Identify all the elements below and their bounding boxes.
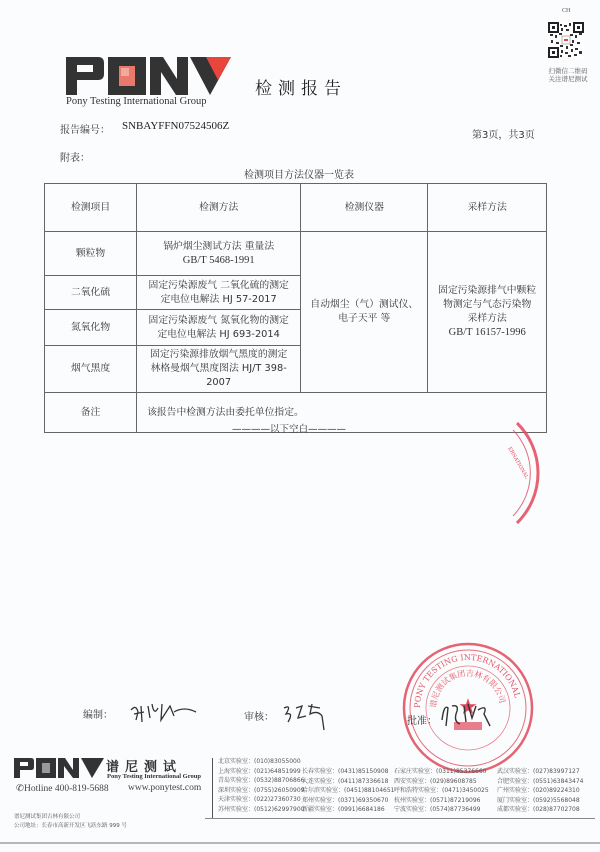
table-header-row bbox=[45, 184, 547, 232]
test-item: 颗粒物 bbox=[45, 232, 137, 276]
test-method bbox=[137, 346, 301, 393]
lab-list-column bbox=[497, 767, 584, 815]
company-address: 公司地址：长春市高新开发区飞跃东路 999 号 bbox=[14, 823, 127, 829]
lab-contact: 天津实验室：(022)27360730 bbox=[218, 796, 301, 804]
test-method bbox=[137, 276, 301, 310]
column-header: 检测项目 bbox=[45, 184, 137, 232]
footer-company-cn: 谱尼测试 bbox=[106, 760, 183, 775]
test-item: 二氧化硫 bbox=[45, 276, 137, 310]
sampling-line: 物测定与气态污染物 bbox=[443, 299, 532, 310]
qr-caption bbox=[546, 67, 590, 83]
instrument-line: 自动烟尘（气）测试仪、 bbox=[310, 299, 419, 310]
lab-contact: 宁波实验室：(0574)87736499 bbox=[394, 806, 481, 814]
test-item: 氮氧化物 bbox=[45, 310, 137, 346]
method-line: 固定污染源废气 氮氧化物的测定 bbox=[148, 314, 289, 326]
test-item: 烟气黑度 bbox=[45, 346, 137, 393]
sampling-standard: GB/T 16157-1996 bbox=[448, 327, 526, 338]
footer-company-en: Pony Testing International Group bbox=[107, 773, 201, 780]
lab-contact: 深圳实验室：(0755)26050909 bbox=[218, 786, 305, 794]
sampling-method bbox=[428, 232, 547, 393]
lab-contact: 新疆实验室：(0991)6684186 bbox=[302, 806, 385, 814]
lab-contact: 武汉实验室：(027)83997127 bbox=[497, 768, 580, 775]
remark-text: 该报告中检测方法由委托单位指定。 bbox=[137, 393, 547, 433]
method-line: 固定污染源废气 二氧化硫的测定 bbox=[148, 279, 289, 291]
lab-contact: 广州实验室：(020)89224310 bbox=[497, 787, 580, 795]
footer-divider bbox=[212, 758, 213, 818]
test-method bbox=[137, 232, 301, 276]
lab-contact: 杭州实验室：(0571)87219096 bbox=[394, 796, 481, 804]
page-info: 第3页，共3页 bbox=[472, 130, 535, 141]
lab-contact: 青岛实验室：(0532)88706866 bbox=[218, 777, 305, 785]
methods-table bbox=[44, 183, 547, 433]
lab-list-column bbox=[394, 767, 489, 815]
reviewed-by-label: 审核： bbox=[244, 712, 274, 723]
test-method bbox=[137, 310, 301, 346]
lab-list-column bbox=[302, 767, 395, 815]
lab-contact: 西安实验室：(029)89608785 bbox=[394, 777, 477, 785]
column-header: 检测仪器 bbox=[301, 184, 428, 232]
company-info bbox=[14, 813, 127, 831]
report-number-label: 报告编号： bbox=[60, 125, 110, 136]
lab-contact: 石家庄实验室：(0311)85376660 bbox=[394, 768, 487, 775]
method-standard: 林格曼烟气黑度图法 HJ/T 398-2007 bbox=[150, 363, 287, 388]
approved-by-signature bbox=[438, 700, 498, 730]
end-of-content-mark: ————以下空白———— bbox=[232, 424, 347, 435]
method-line: 锅炉烟尘测试方法 重量法 bbox=[163, 240, 275, 252]
lab-contact: 合肥实验室：(0551)63843474 bbox=[497, 777, 584, 785]
svg-text:ERNATIONAL: ERNATIONAL bbox=[506, 446, 530, 481]
remark-label: 备注 bbox=[45, 393, 137, 433]
svg-text:谱尼测试集团吉林有限公司: 谱尼测试集团吉林有限公司 bbox=[428, 668, 507, 709]
website-link[interactable]: www.ponytest.com bbox=[128, 783, 202, 793]
lab-contact: 郑州实验室：(0371)69350670 bbox=[302, 796, 389, 804]
lab-contact: 苏州实验室：(0512)62997900 bbox=[218, 805, 305, 813]
corner-code: CH bbox=[562, 8, 571, 14]
footer-pony-logo bbox=[14, 758, 104, 778]
column-header: 采样方法 bbox=[428, 184, 547, 232]
compiled-by-label: 编制： bbox=[83, 710, 113, 721]
qr-caption-line-2: 关注谱尼测试 bbox=[548, 75, 588, 83]
sampling-line: 采样方法 bbox=[467, 313, 507, 324]
column-header: 检测方法 bbox=[137, 184, 301, 232]
lab-contact: 大连实验室：(0411)87336618 bbox=[302, 777, 389, 785]
approved-by-label: 批准： bbox=[407, 716, 437, 727]
company-name: 谱尼测试集团吉林有限公司 bbox=[14, 814, 81, 820]
pony-logo bbox=[66, 57, 231, 95]
table-title: 检测项目方法仪器一览表 bbox=[244, 170, 354, 181]
lab-contact: 成都实验室：(028)87702708 bbox=[497, 806, 580, 814]
test-instrument bbox=[301, 232, 428, 393]
qr-code-icon bbox=[548, 22, 584, 58]
page-bottom-edge bbox=[0, 842, 600, 844]
method-standard: 定电位电解法 HJ 57-2017 bbox=[160, 293, 277, 305]
instrument-line: 电子天平 等 bbox=[338, 313, 391, 324]
lab-contact: 呼和浩特实验室：(0471)3450025 bbox=[394, 787, 489, 795]
sampling-line: 固定污染源排气中颗粒 bbox=[438, 285, 537, 296]
logo-subtitle: Pony Testing International Group bbox=[66, 96, 207, 107]
footer-divider bbox=[205, 818, 595, 819]
svg-text:PONY TESTING INTERNATIONAL: PONY TESTING INTERNATIONAL bbox=[412, 652, 522, 709]
method-line: 固定污染源排放烟气黑度的测定 bbox=[150, 349, 288, 360]
lab-contact: 长春实验室：(0431)85150908 bbox=[302, 768, 389, 775]
method-standard: 定电位电解法 HJ 693-2014 bbox=[157, 328, 280, 340]
svg-text:★: ★ bbox=[458, 695, 478, 720]
table-row bbox=[45, 232, 547, 276]
report-number: SNBAYFFN07524506Z bbox=[122, 120, 230, 132]
compiled-by-signature bbox=[128, 700, 200, 724]
lab-contact: 哈尔滨实验室：(0451)88104651 bbox=[302, 787, 395, 795]
document-title: 检测报告 bbox=[255, 79, 347, 99]
lab-contact: 北京实验室：(010)83055000 bbox=[218, 758, 301, 765]
lab-list-column bbox=[218, 757, 305, 815]
method-standard: GB/T 5468-1991 bbox=[182, 254, 255, 266]
hotline: ✆Hotline 400-819-5688 bbox=[16, 784, 109, 794]
partial-seal-stamp bbox=[500, 418, 560, 528]
appendix-label: 附表： bbox=[60, 153, 90, 164]
reviewed-by-signature bbox=[280, 700, 330, 732]
lab-contact: 厦门实验室：(0592)5568048 bbox=[497, 796, 580, 804]
qr-caption-line-1: 扫微信二维码 bbox=[548, 67, 588, 75]
lab-contact: 上海实验室：(021)64851999 bbox=[218, 767, 301, 775]
